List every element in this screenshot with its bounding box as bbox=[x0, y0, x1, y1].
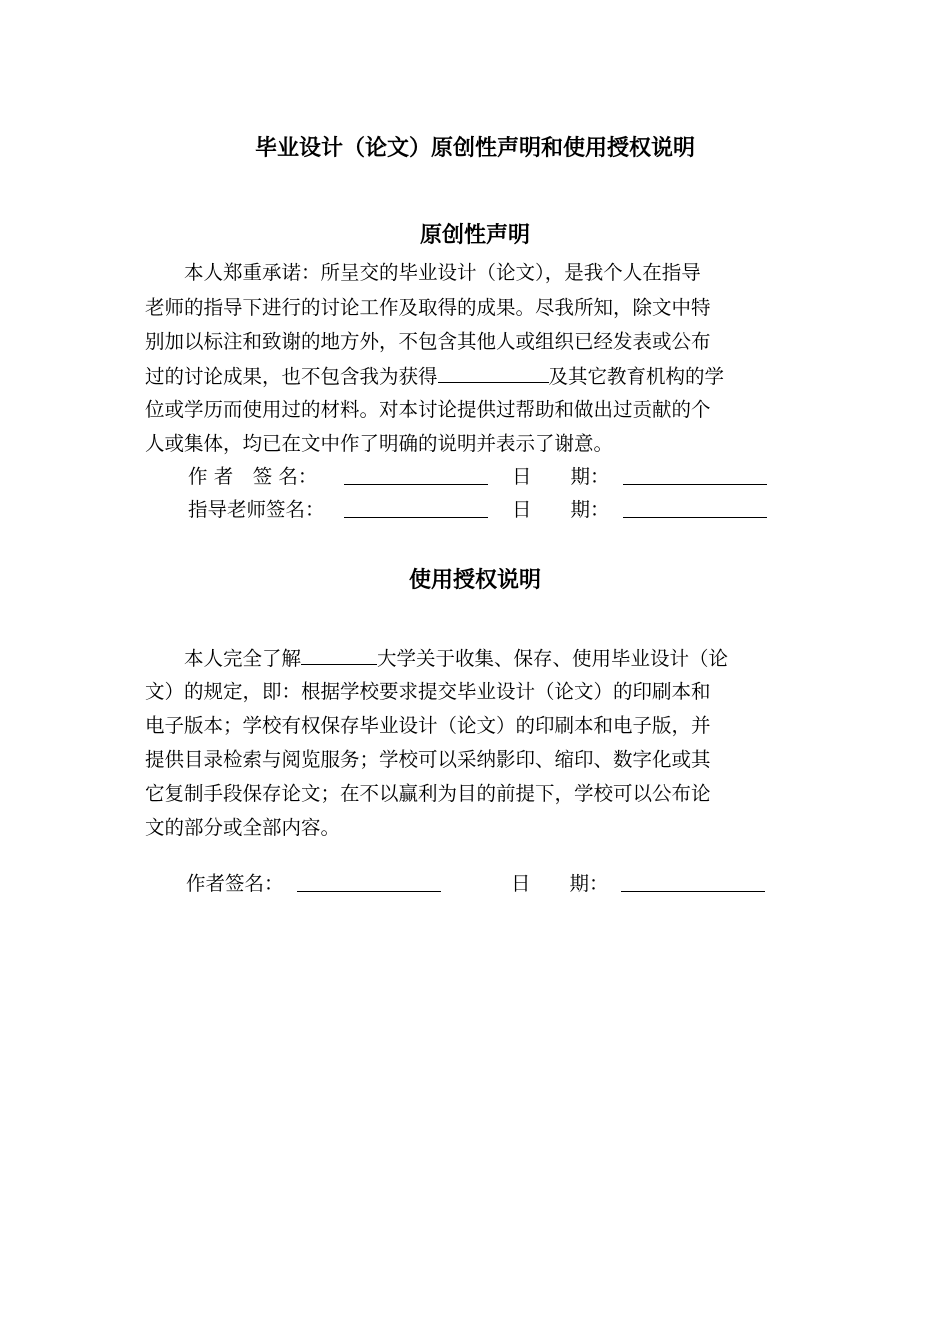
advisor-date-field[interactable] bbox=[623, 517, 767, 518]
document-title: 毕业设计（论文）原创性声明和使用授权说明 bbox=[254, 136, 695, 161]
advisor-sign-label: 指导老师签名： bbox=[188, 498, 325, 521]
author-date-field[interactable] bbox=[623, 484, 767, 485]
author-sign-field[interactable] bbox=[344, 484, 488, 485]
authorization-heading: 使用授权说明 bbox=[408, 568, 541, 593]
authorization-line-3: 电子版本；学校有权保存毕业设计（论文）的印刷本和电子版，并 bbox=[145, 714, 711, 737]
author-date-label: 日 期： bbox=[512, 465, 610, 488]
advisor-sign-field[interactable] bbox=[344, 517, 488, 518]
originality-heading: 原创性声明 bbox=[419, 223, 530, 248]
authorization-line-1 bbox=[145, 645, 728, 672]
originality-line-3: 别加以标注和致谢的地方外，不包含其他人或组织已经发表或公布 bbox=[145, 330, 711, 353]
advisor-date-label: 日 期： bbox=[512, 498, 610, 521]
authorization-author-sign-label: 作者签名： bbox=[186, 872, 284, 895]
originality-line-6: 人或集体，均已在文中作了明确的说明并表示了谢意。 bbox=[145, 432, 614, 455]
originality-line-5: 位或学历而使用过的材料。对本讨论提供过帮助和做出过贡献的个 bbox=[145, 398, 711, 421]
originality-line-2: 老师的指导下进行的讨论工作及取得的成果。尽我所知，除文中特 bbox=[145, 296, 711, 319]
authorization-line-6: 文的部分或全部内容。 bbox=[145, 816, 341, 839]
authorization-author-sign-field[interactable] bbox=[297, 891, 441, 892]
author-sign-label: 作 者 签 名： bbox=[188, 465, 318, 488]
authorization-line-5: 它复制手段保存论文；在不以赢利为目的前提下，学校可以公布论 bbox=[145, 782, 711, 805]
originality-line-4-prefix: 过的讨论成果，也不包含我为获得 bbox=[145, 365, 438, 388]
authorization-line-2: 文）的规定，即：根据学校要求提交毕业设计（论文）的印刷本和 bbox=[145, 680, 711, 703]
university-blank[interactable] bbox=[301, 645, 377, 665]
authorization-date-field[interactable] bbox=[621, 891, 765, 892]
originality-line-4 bbox=[145, 363, 724, 390]
authorization-line-1-suffix: 大学关于收集、保存、使用毕业设计（论 bbox=[377, 647, 729, 670]
degree-blank[interactable] bbox=[438, 363, 549, 383]
originality-line-1: 本人郑重承诺：所呈交的毕业设计（论文），是我个人在指导 bbox=[145, 261, 701, 284]
authorization-line-4: 提供目录检索与阅览服务；学校可以采纳影印、缩印、数字化或其 bbox=[145, 748, 711, 771]
authorization-date-label: 日 期： bbox=[511, 872, 609, 895]
originality-line-4-suffix: 及其它教育机构的学 bbox=[548, 365, 725, 388]
authorization-line-1-prefix: 本人完全了解 bbox=[145, 647, 302, 670]
